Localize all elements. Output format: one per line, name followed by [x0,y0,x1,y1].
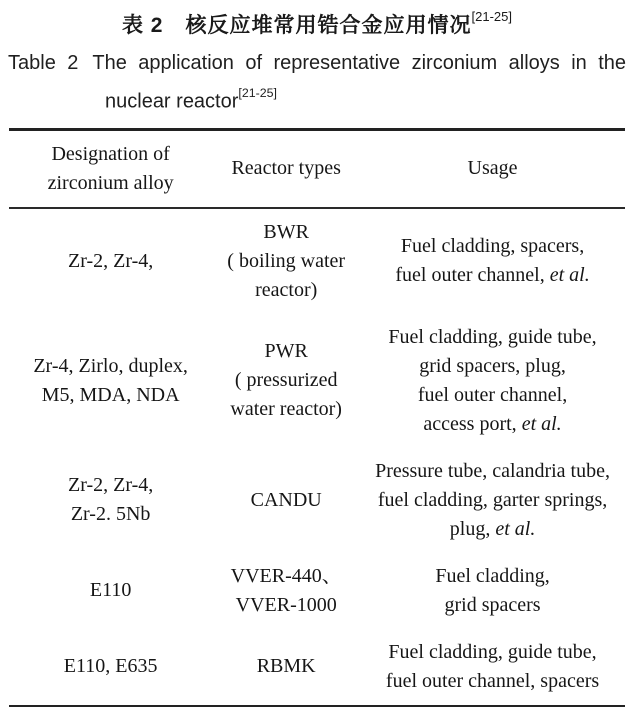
table-row [9,208,625,314]
cell-line: Zr-2. 5Nb [70,503,151,526]
cell-reactor [212,208,360,314]
cell-line: RBMK [256,655,316,678]
caption-english [0,47,634,119]
caption-english-text-cont: nuclear reactor [105,90,239,113]
caption-chinese [0,5,634,41]
table-header [9,129,625,208]
cell-line: Zr-4, Zirlo, duplex, [33,354,188,377]
cell-line: Usage [467,157,518,180]
column-header-usage [360,129,625,208]
cell-usage [360,314,625,448]
cell-line: Fuel cladding, spacers, [400,235,585,258]
cell-usage [360,629,625,707]
cell-line: Reactor types [231,157,341,180]
cell-line: CANDU [250,488,322,511]
cell-usage [360,448,625,553]
caption-chinese-citation: [21-25] [471,8,513,24]
cell-line: Pressure tube, calandria tube, [375,459,610,482]
cell-line: PWR [264,340,308,363]
cell-line: ( pressurized [234,369,338,392]
cell-line: plug, et al. [449,517,536,540]
cell-line: BWR [263,220,309,243]
cell-line: VVER-440、 [230,564,342,587]
cell-alloy [9,553,212,629]
header-row [9,129,625,208]
cell-line: reactor) [255,278,318,301]
table-body [9,208,625,707]
cell-line: fuel outer channel, spacers [385,669,600,692]
table-row [9,314,625,448]
cell-line: grid spacers [444,593,541,616]
cell-line: fuel cladding, garter springs, [377,488,608,511]
table-row [9,629,625,707]
cell-line: ( boiling water [227,249,346,272]
cell-line: Fuel cladding, guide tube, [388,640,597,663]
cell-line: Fuel cladding, [435,564,550,587]
cell-alloy [9,314,212,448]
table-row [9,448,625,553]
cell-reactor [212,553,360,629]
caption-table-number: Table 2 [8,52,79,74]
cell-line: fuel outer channel, [417,383,568,406]
cell-line: E110, E635 [63,655,158,678]
cell-line: M5, MDA, NDA [41,383,180,406]
cell-line: Zr-2, Zr-4, [67,474,154,497]
cell-line: water reactor) [230,398,342,421]
zirconium-alloys-table [9,128,625,707]
cell-line: E110 [89,579,132,602]
cell-reactor [212,314,360,448]
cell-reactor [212,629,360,707]
table-row [9,553,625,629]
caption-english-line1 [8,47,626,80]
cell-alloy [9,448,212,553]
column-header-alloy [9,129,212,208]
column-header-reactor [212,129,360,208]
cell-line: access port, et al. [423,412,562,435]
cell-line: Designation of [51,142,170,165]
caption-english-text: The application of representative zirconium alloys in the [92,52,626,74]
cell-line: Zr-2, Zr-4, [67,249,154,272]
cell-line: grid spacers, plug, [419,354,566,377]
cell-line: VVER-1000 [235,593,337,616]
cell-alloy [9,629,212,707]
cell-reactor [212,448,360,553]
caption-english-citation: [21-25] [238,85,277,100]
cell-usage [360,553,625,629]
cell-alloy [9,208,212,314]
caption-chinese-text: 表 2 核反应堆常用锆合金应用情况 [121,14,472,37]
cell-line: Fuel cladding, guide tube, [388,325,597,348]
cell-line: zirconium alloy [47,171,174,194]
cell-line: fuel outer channel, et al. [395,264,590,287]
cell-usage [360,208,625,314]
caption-english-line2 [105,80,626,119]
